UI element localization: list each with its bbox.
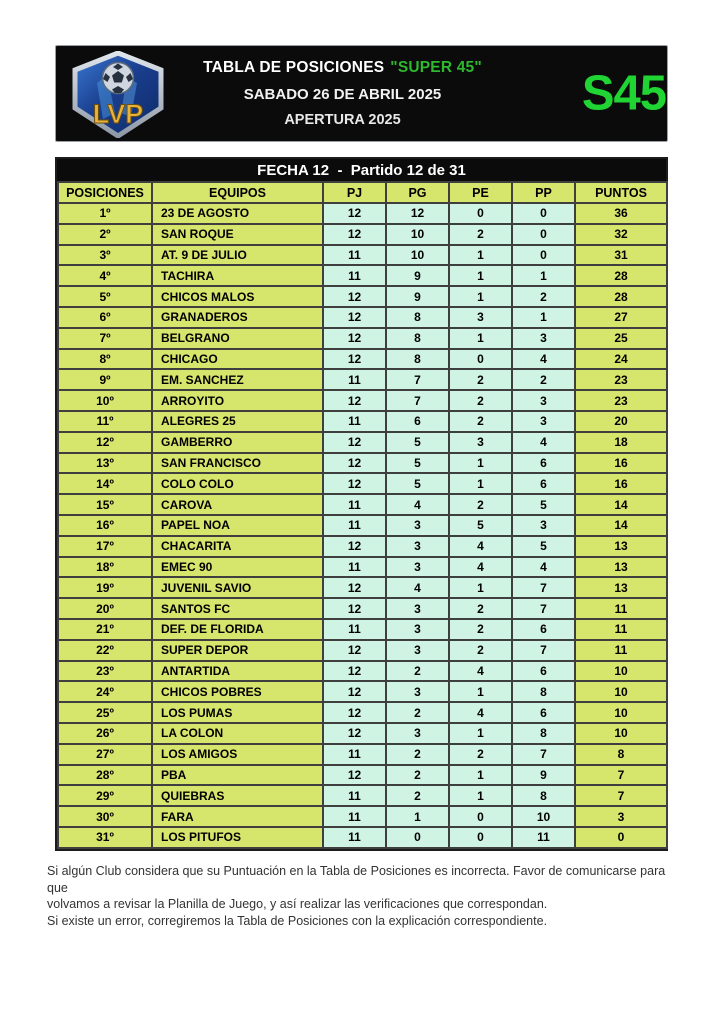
pg-cell: 3 — [386, 681, 449, 702]
column-header-pe: PE — [449, 182, 512, 203]
pe-cell: 4 — [449, 536, 512, 557]
table-row — [58, 453, 667, 474]
points-cell: 10 — [575, 702, 667, 723]
pg-cell: 2 — [386, 765, 449, 786]
table-row — [58, 432, 667, 453]
position-cell: 18º — [58, 557, 152, 578]
pg-cell: 3 — [386, 536, 449, 557]
team-cell: GAMBERRO — [152, 432, 323, 453]
pg-cell: 3 — [386, 619, 449, 640]
pp-cell: 2 — [512, 286, 575, 307]
pe-cell: 1 — [449, 681, 512, 702]
points-cell: 11 — [575, 598, 667, 619]
pg-cell: 7 — [386, 390, 449, 411]
pj-cell: 11 — [323, 785, 386, 806]
pg-cell: 0 — [386, 827, 449, 848]
position-cell: 19º — [58, 577, 152, 598]
position-cell: 2º — [58, 224, 152, 245]
team-cell: SUPER DEPOR — [152, 640, 323, 661]
pj-cell: 12 — [323, 702, 386, 723]
position-cell: 1º — [58, 203, 152, 224]
pe-cell: 2 — [449, 494, 512, 515]
standings-table — [57, 181, 668, 849]
pj-cell: 11 — [323, 494, 386, 515]
pj-cell: 12 — [323, 723, 386, 744]
points-cell: 7 — [575, 765, 667, 786]
pg-cell: 7 — [386, 369, 449, 390]
points-cell: 14 — [575, 515, 667, 536]
position-cell: 10º — [58, 390, 152, 411]
pg-cell: 8 — [386, 349, 449, 370]
pj-cell: 11 — [323, 619, 386, 640]
position-cell: 21º — [58, 619, 152, 640]
pg-cell: 3 — [386, 723, 449, 744]
pp-cell: 0 — [512, 203, 575, 224]
position-cell: 29º — [58, 785, 152, 806]
points-cell: 0 — [575, 827, 667, 848]
date-line: SABADO 26 DE ABRIL 2025 — [243, 86, 442, 103]
pe-cell: 1 — [449, 765, 512, 786]
pp-cell: 0 — [512, 224, 575, 245]
footer-line: Si algún Club considera que su Puntuación en la Tabla de Posiciones es incorrecta. Favor de comunicarse para que — [47, 864, 666, 895]
pj-cell: 11 — [323, 411, 386, 432]
position-cell: 23º — [58, 661, 152, 682]
points-cell: 11 — [575, 619, 667, 640]
pp-cell: 7 — [512, 640, 575, 661]
position-cell: 13º — [58, 453, 152, 474]
table-row — [58, 806, 667, 827]
position-cell: 6º — [58, 307, 152, 328]
pg-cell: 4 — [386, 494, 449, 515]
pp-cell: 5 — [512, 494, 575, 515]
points-cell: 8 — [575, 744, 667, 765]
pj-cell: 12 — [323, 349, 386, 370]
column-header-pj: PJ — [323, 182, 386, 203]
team-cell: DEF. DE FLORIDA — [152, 619, 323, 640]
position-cell: 4º — [58, 265, 152, 286]
pg-cell: 12 — [386, 203, 449, 224]
pe-cell: 5 — [449, 515, 512, 536]
pe-cell: 0 — [449, 806, 512, 827]
pp-cell: 2 — [512, 369, 575, 390]
pe-cell: 0 — [449, 827, 512, 848]
team-cell: 23 DE AGOSTO — [152, 203, 323, 224]
column-header-pg: PG — [386, 182, 449, 203]
pe-cell: 1 — [449, 265, 512, 286]
pg-cell: 1 — [386, 806, 449, 827]
position-cell: 9º — [58, 369, 152, 390]
pp-cell: 4 — [512, 557, 575, 578]
pj-cell: 11 — [323, 557, 386, 578]
team-cell: SAN ROQUE — [152, 224, 323, 245]
table-row — [58, 577, 667, 598]
points-cell: 24 — [575, 349, 667, 370]
pe-cell: 1 — [449, 577, 512, 598]
table-row — [58, 681, 667, 702]
points-cell: 14 — [575, 494, 667, 515]
column-header-pp: PP — [512, 182, 575, 203]
footer-note — [47, 863, 677, 929]
points-cell: 7 — [575, 785, 667, 806]
team-cell: EM. SANCHEZ — [152, 369, 323, 390]
pj-cell: 11 — [323, 265, 386, 286]
pe-cell: 1 — [449, 286, 512, 307]
pg-cell: 2 — [386, 744, 449, 765]
pe-cell: 0 — [449, 349, 512, 370]
table-row — [58, 827, 667, 848]
pp-cell: 8 — [512, 785, 575, 806]
position-cell: 11º — [58, 411, 152, 432]
pp-cell: 6 — [512, 702, 575, 723]
footer-line: Si existe un error, corregiremos la Tabla de Posiciones con la explicación correspondiente. — [47, 913, 548, 928]
table-row — [58, 744, 667, 765]
table-row — [58, 723, 667, 744]
team-cell: SANTOS FC — [152, 598, 323, 619]
table-row — [58, 661, 667, 682]
pp-cell: 11 — [512, 827, 575, 848]
pg-cell: 9 — [386, 265, 449, 286]
pp-cell: 8 — [512, 681, 575, 702]
s45-badge: S45 — [581, 66, 666, 120]
team-cell: FARA — [152, 806, 323, 827]
pg-cell: 5 — [386, 473, 449, 494]
pe-cell: 3 — [449, 307, 512, 328]
pg-cell: 3 — [386, 598, 449, 619]
team-cell: AT. 9 DE JULIO — [152, 245, 323, 266]
team-cell: CHICOS MALOS — [152, 286, 323, 307]
table-row — [58, 557, 667, 578]
table-row — [58, 598, 667, 619]
pp-cell: 7 — [512, 598, 575, 619]
pp-cell: 3 — [512, 515, 575, 536]
pe-cell: 2 — [449, 411, 512, 432]
pe-cell: 1 — [449, 245, 512, 266]
table-row — [58, 702, 667, 723]
pj-cell: 12 — [323, 640, 386, 661]
match-bar: FECHA 12 - Partido 12 de 31 — [57, 159, 666, 181]
points-cell: 27 — [575, 307, 667, 328]
column-header-posiciones: POSICIONES — [58, 182, 152, 203]
pj-cell: 12 — [323, 577, 386, 598]
pj-cell: 12 — [323, 328, 386, 349]
column-header-equipos: EQUIPOS — [152, 182, 323, 203]
table-row — [58, 515, 667, 536]
svg-text:LVP: LVP — [92, 99, 144, 129]
pj-cell: 12 — [323, 307, 386, 328]
pg-cell: 10 — [386, 245, 449, 266]
pj-cell: 12 — [323, 203, 386, 224]
pp-cell: 7 — [512, 577, 575, 598]
table-row — [58, 203, 667, 224]
team-cell: EMEC 90 — [152, 557, 323, 578]
lvp-logo-icon — [69, 51, 167, 138]
pp-cell: 1 — [512, 307, 575, 328]
pg-cell: 2 — [386, 702, 449, 723]
pg-cell: 3 — [386, 515, 449, 536]
pj-cell: 11 — [323, 515, 386, 536]
position-cell: 25º — [58, 702, 152, 723]
pj-cell: 11 — [323, 744, 386, 765]
points-cell: 28 — [575, 286, 667, 307]
pg-cell: 3 — [386, 557, 449, 578]
points-cell: 36 — [575, 203, 667, 224]
table-row — [58, 411, 667, 432]
pg-cell: 10 — [386, 224, 449, 245]
position-cell: 15º — [58, 494, 152, 515]
position-cell: 27º — [58, 744, 152, 765]
position-cell: 14º — [58, 473, 152, 494]
pe-cell: 1 — [449, 723, 512, 744]
table-row — [58, 328, 667, 349]
table-row — [58, 619, 667, 640]
points-cell: 13 — [575, 577, 667, 598]
pp-cell: 4 — [512, 349, 575, 370]
team-cell: LOS PUMAS — [152, 702, 323, 723]
points-cell: 23 — [575, 390, 667, 411]
team-cell: COLO COLO — [152, 473, 323, 494]
pj-cell: 12 — [323, 224, 386, 245]
team-cell: PBA — [152, 765, 323, 786]
pe-cell: 1 — [449, 453, 512, 474]
team-cell: LA COLON — [152, 723, 323, 744]
table-row — [58, 224, 667, 245]
pp-cell: 5 — [512, 536, 575, 557]
pj-cell: 12 — [323, 432, 386, 453]
pp-cell: 6 — [512, 661, 575, 682]
pj-cell: 12 — [323, 473, 386, 494]
table-row — [58, 473, 667, 494]
points-cell: 16 — [575, 453, 667, 474]
page-title-highlight: "SUPER 45" — [390, 59, 482, 76]
column-header-puntos: PUNTOS — [575, 182, 667, 203]
pp-cell: 6 — [512, 619, 575, 640]
points-cell: 10 — [575, 681, 667, 702]
points-cell: 13 — [575, 536, 667, 557]
pe-cell: 1 — [449, 785, 512, 806]
team-cell: CAROVA — [152, 494, 323, 515]
team-cell: LOS AMIGOS — [152, 744, 323, 765]
pe-cell: 2 — [449, 369, 512, 390]
team-cell: SAN FRANCISCO — [152, 453, 323, 474]
table-row — [58, 349, 667, 370]
pj-cell: 12 — [323, 765, 386, 786]
table-row — [58, 765, 667, 786]
pp-cell: 10 — [512, 806, 575, 827]
table-row — [58, 390, 667, 411]
pe-cell: 3 — [449, 432, 512, 453]
pe-cell: 2 — [449, 640, 512, 661]
points-cell: 31 — [575, 245, 667, 266]
points-cell: 32 — [575, 224, 667, 245]
pp-cell: 3 — [512, 390, 575, 411]
pg-cell: 2 — [386, 661, 449, 682]
pj-cell: 11 — [323, 245, 386, 266]
team-cell: GRANADEROS — [152, 307, 323, 328]
position-cell: 26º — [58, 723, 152, 744]
position-cell: 28º — [58, 765, 152, 786]
position-cell: 22º — [58, 640, 152, 661]
pe-cell: 2 — [449, 390, 512, 411]
header-banner — [55, 45, 668, 142]
team-cell: LOS PITUFOS — [152, 827, 323, 848]
pj-cell: 11 — [323, 806, 386, 827]
pe-cell: 4 — [449, 702, 512, 723]
team-cell: CHICAGO — [152, 349, 323, 370]
position-cell: 16º — [58, 515, 152, 536]
team-cell: JUVENIL SAVIO — [152, 577, 323, 598]
pg-cell: 3 — [386, 640, 449, 661]
team-cell: ANTARTIDA — [152, 661, 323, 682]
position-cell: 17º — [58, 536, 152, 557]
pp-cell: 3 — [512, 411, 575, 432]
table-row — [58, 494, 667, 515]
standings-table-container — [55, 157, 668, 851]
points-cell: 11 — [575, 640, 667, 661]
pp-cell: 4 — [512, 432, 575, 453]
pp-cell: 6 — [512, 473, 575, 494]
pp-cell: 6 — [512, 453, 575, 474]
table-row — [58, 369, 667, 390]
points-cell: 10 — [575, 661, 667, 682]
pe-cell: 2 — [449, 744, 512, 765]
pj-cell: 12 — [323, 598, 386, 619]
pg-cell: 6 — [386, 411, 449, 432]
pg-cell: 5 — [386, 453, 449, 474]
table-row — [58, 785, 667, 806]
pg-cell: 8 — [386, 307, 449, 328]
standings-body — [58, 203, 667, 848]
table-row — [58, 307, 667, 328]
pj-cell: 12 — [323, 681, 386, 702]
pp-cell: 8 — [512, 723, 575, 744]
table-row — [58, 536, 667, 557]
pe-cell: 1 — [449, 473, 512, 494]
pe-cell: 0 — [449, 203, 512, 224]
pp-cell: 3 — [512, 328, 575, 349]
team-cell: BELGRANO — [152, 328, 323, 349]
points-cell: 18 — [575, 432, 667, 453]
pg-cell: 5 — [386, 432, 449, 453]
pe-cell: 2 — [449, 224, 512, 245]
team-cell: QUIEBRAS — [152, 785, 323, 806]
table-row — [58, 245, 667, 266]
pj-cell: 11 — [323, 827, 386, 848]
pe-cell: 4 — [449, 557, 512, 578]
points-cell: 16 — [575, 473, 667, 494]
pe-cell: 4 — [449, 661, 512, 682]
position-cell: 8º — [58, 349, 152, 370]
team-cell: ARROYITO — [152, 390, 323, 411]
pg-cell: 4 — [386, 577, 449, 598]
points-cell: 10 — [575, 723, 667, 744]
season-line: APERTURA 2025 — [284, 112, 401, 128]
team-cell: TACHIRA — [152, 265, 323, 286]
position-cell: 3º — [58, 245, 152, 266]
pp-cell: 1 — [512, 265, 575, 286]
position-cell: 20º — [58, 598, 152, 619]
position-cell: 12º — [58, 432, 152, 453]
team-cell: CHICOS POBRES — [152, 681, 323, 702]
footer-line: volvamos a revisar la Planilla de Juego, y así realizar las verificaciones que correspondan. — [47, 897, 548, 911]
page-title — [203, 59, 482, 77]
position-cell: 7º — [58, 328, 152, 349]
points-cell: 13 — [575, 557, 667, 578]
pj-cell: 12 — [323, 390, 386, 411]
position-cell: 30º — [58, 806, 152, 827]
position-cell: 5º — [58, 286, 152, 307]
pe-cell: 1 — [449, 328, 512, 349]
pp-cell: 7 — [512, 744, 575, 765]
pe-cell: 2 — [449, 598, 512, 619]
points-cell: 28 — [575, 265, 667, 286]
position-cell: 24º — [58, 681, 152, 702]
pg-cell: 9 — [386, 286, 449, 307]
points-cell: 25 — [575, 328, 667, 349]
pe-cell: 2 — [449, 619, 512, 640]
pj-cell: 12 — [323, 536, 386, 557]
page-title-prefix: TABLA DE POSICIONES — [203, 59, 385, 76]
points-cell: 23 — [575, 369, 667, 390]
pg-cell: 8 — [386, 328, 449, 349]
pj-cell: 12 — [323, 453, 386, 474]
team-cell: ALEGRES 25 — [152, 411, 323, 432]
table-row — [58, 286, 667, 307]
position-cell: 31º — [58, 827, 152, 848]
table-row — [58, 265, 667, 286]
pj-cell: 12 — [323, 286, 386, 307]
pp-cell: 9 — [512, 765, 575, 786]
pj-cell: 11 — [323, 369, 386, 390]
pp-cell: 0 — [512, 245, 575, 266]
points-cell: 20 — [575, 411, 667, 432]
pg-cell: 2 — [386, 785, 449, 806]
table-row — [58, 640, 667, 661]
pj-cell: 12 — [323, 661, 386, 682]
team-cell: CHACARITA — [152, 536, 323, 557]
points-cell: 3 — [575, 806, 667, 827]
table-header-row — [58, 182, 667, 203]
team-cell: PAPEL NOA — [152, 515, 323, 536]
header-text-block — [203, 59, 482, 128]
